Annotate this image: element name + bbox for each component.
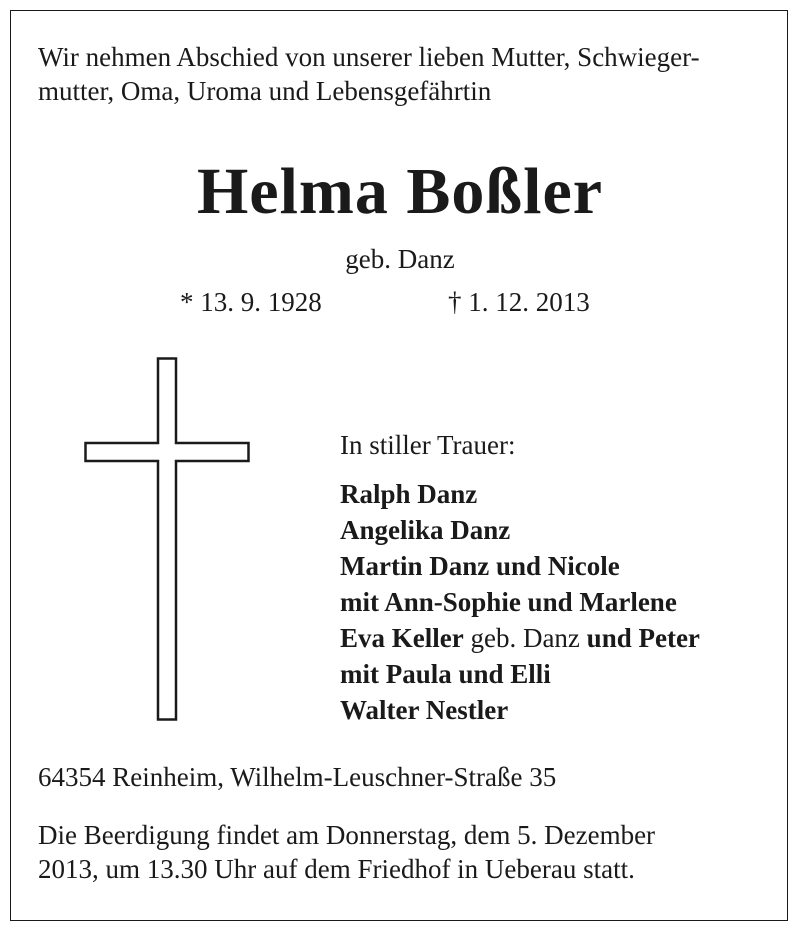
mourner-name: mit Paula und Elli	[340, 659, 551, 689]
mourner-line	[340, 656, 700, 692]
mourner-line	[340, 548, 700, 584]
mourner-line	[340, 692, 700, 728]
mourner-name: Walter Nestler	[340, 695, 509, 725]
mourner-name: Ralph Danz	[340, 479, 478, 509]
funeral-line-1: Die Beerdigung findet am Donnerstag, dem 5. Dezember	[38, 820, 656, 850]
mourner-name: Martin Danz und Nicole	[340, 551, 620, 581]
intro-line-1: Wir nehmen Abschied von unserer lieben Mutter, Schwieger-	[38, 42, 700, 72]
birth-name: geb. Danz	[345, 244, 455, 274]
funeral-line-2: 2013, um 13.30 Uhr auf dem Friedhof in Ueberau statt.	[38, 854, 635, 884]
mourner-name: mit Ann-Sophie und Marlene	[340, 587, 677, 617]
mourner-line	[340, 512, 700, 548]
address: 64354 Reinheim, Wilhelm-Leuschner-Straße 35	[38, 762, 557, 792]
death-date: † 1. 12. 2013	[448, 287, 590, 317]
cross-icon	[84, 357, 250, 721]
mourner-list	[340, 476, 700, 728]
mourning-heading: In stiller Trauer:	[340, 430, 516, 460]
mourner-name: und Peter	[586, 623, 700, 653]
birth-date: * 13. 9. 1928	[180, 287, 322, 317]
deceased-name: Helma Boßler	[196, 155, 604, 228]
intro-line-2: mutter, Oma, Uroma und Lebensgefährtin	[38, 76, 492, 106]
intro-text	[38, 40, 768, 108]
mourner-line	[340, 584, 700, 620]
funeral-notice	[38, 818, 768, 886]
mourner-name: Eva Keller	[340, 623, 464, 653]
mourner-line	[340, 620, 700, 656]
mourner-line	[340, 476, 700, 512]
mourner-name: Angelika Danz	[340, 515, 511, 545]
mourner-note: geb. Danz	[463, 623, 587, 653]
